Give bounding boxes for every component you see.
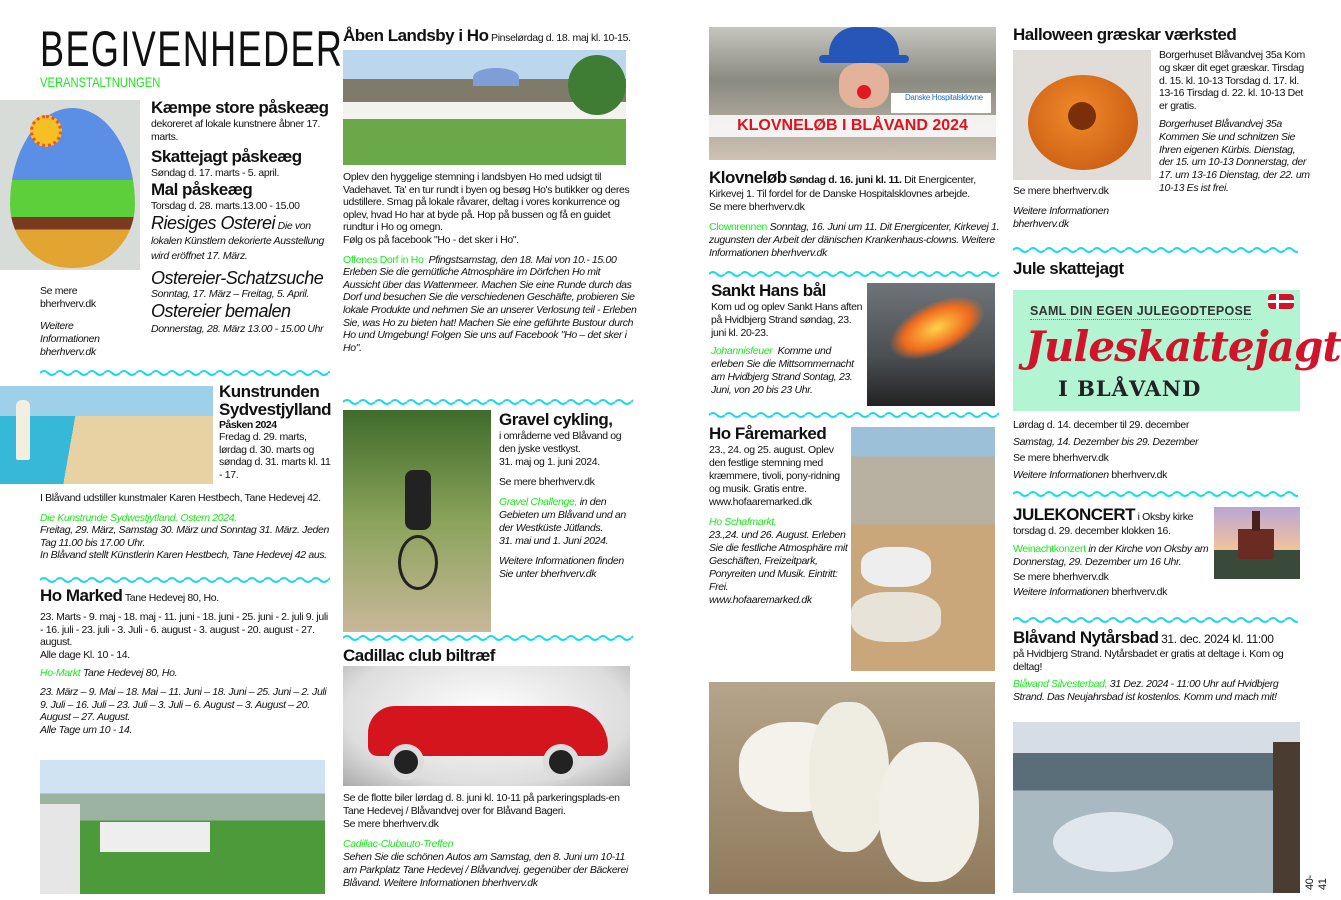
nytaar-date: 31. dec. 2024 kl. 11:00 bbox=[1161, 632, 1274, 646]
klovn-de-text: Sonntag, 16. Juni um 11. Dit Energicenter, Kirkevej 1. zugunsten der Arbeit der dänischen Krankenhaus-clowns. Weitere Informationen bherhverv.dk bbox=[709, 221, 1000, 259]
nytaar-de-heading: Blåvand Silvesterbad, bbox=[1013, 678, 1108, 690]
klovn-heading: Klovneløb bbox=[709, 168, 787, 187]
landsby-date: Pinselørdag d. 18. maj kl. 10-15. bbox=[491, 32, 631, 44]
easter-heading-2: Skattejagt påskeæg bbox=[151, 147, 302, 166]
cadillac-de-heading: Cadillac-Clubauto-Treffen bbox=[343, 838, 454, 850]
wave-divider bbox=[40, 576, 330, 584]
faare-heading: Ho Fåremarked bbox=[709, 424, 827, 443]
jule-more-info: Weitere Informationen bbox=[1013, 468, 1109, 481]
sheep-market-photo bbox=[851, 427, 995, 671]
halloween-more-info: Weitere Informationen bherhverv.dk bbox=[1013, 205, 1109, 230]
juleskattejagt-banner bbox=[1013, 290, 1341, 411]
homarked-hours: Alle dage Kl. 10 - 14. bbox=[40, 648, 130, 661]
julekoncert-text: torsdag d. 29. december klokken 16. bbox=[1013, 525, 1171, 537]
wave-divider bbox=[343, 634, 633, 642]
kunst-dates: Fredag d. 29. marts, lørdag d. 30. marts og søndag d. 31. marts kl. 11 - 17. bbox=[219, 431, 331, 481]
easter-heading-3: Mal påskeæg bbox=[151, 180, 253, 199]
jule-heading: Jule skattejagt bbox=[1013, 259, 1124, 278]
homarked-de-hours: Alle Tage um 10 - 14. bbox=[40, 723, 133, 736]
landsby-heading: Åben Landsby i Ho bbox=[343, 26, 489, 45]
landsby-text: Oplev den hyggelige stemning i landsbyen Ho med udsigt til Vadehavet. Ta' en tur rundt i byen og besøg Ho's butikker og deres udstillere. Smag på lokale råvarer, deltag i vores konkurrence og oplev, hvad Ho har at byde på. Hop på bussen og få en guidet rundtur i Ho og omegn. bbox=[343, 171, 630, 234]
jule-banner-bottom: I BLÅVAND bbox=[1058, 376, 1202, 401]
oksby-church-photo bbox=[1214, 507, 1300, 579]
lambs-photo bbox=[709, 682, 995, 894]
landsby-de-text: Erleben Sie die gemütliche Atmosphäre im Dörfchen Ho mit Aussicht über das Wattenmeer. Machen Sie eine Runde durch das Dorf und besuchen Sie die verschiedenen Geschäfte, probieren Sie lokale Produkte und nehmen Sie an unserer Verlosung teil - Erleben Sie, was Ho zu bieten hat! Machen Sie eine geführte Bustour durch Ho und Umgebung! Folgen Sie uns auf Facebook "Ho – det sker i Ho". bbox=[343, 266, 637, 354]
market-photo bbox=[40, 760, 325, 894]
wave-divider bbox=[709, 411, 999, 419]
gravel-de-heading: Gravel Challenge, bbox=[499, 496, 578, 508]
beach-painting bbox=[0, 386, 213, 484]
landsby-de-date: Pfingstsamstag, den 18. Mai von 10.- 15.00 bbox=[428, 253, 617, 266]
halloween-see-more: Se mere bherhverv.dk bbox=[1013, 185, 1109, 197]
pumpkin-photo bbox=[1013, 50, 1151, 180]
wave-divider bbox=[1013, 616, 1298, 624]
nytaar-text: på Hvidbjerg Strand. Nytårsbadet er gratis at deltage i. Kom og deltag! bbox=[1013, 648, 1284, 673]
kunst-de-text-2: In Blåvand stellt Künstlerin Karen Hestbech, Tane Hedevej 42 aus. bbox=[40, 549, 327, 561]
page-number: 40-41 bbox=[1304, 875, 1329, 890]
jule-more-url: bherhverv.dk bbox=[1111, 468, 1168, 481]
nytaar-de-text: 31 Dez. 2024 - 11:00 Uhr auf Hvidbjerg Strand. Das Neujahrsbad ist kostenlos. Komm und mach mit! bbox=[1013, 678, 1279, 703]
cadillac-see-more: Se mere bherhverv.dk bbox=[343, 818, 439, 830]
klovn-text: Dit Energicenter, Kirkevej 1. Til fordel for de Danske Hospitalsklovnes arbejde. bbox=[709, 174, 976, 200]
klovn-banner: KLOVNELØB I BLÅVAND 2024 bbox=[709, 115, 996, 137]
jule-see-more: Se mere bherhverv.dk bbox=[1013, 452, 1109, 464]
homarked-heading: Ho Marked bbox=[40, 586, 123, 605]
jule-de-text: Samstag, 14. Dezember bis 29. Dezember bbox=[1013, 435, 1199, 448]
easter-de-text-2: Sonntag, 17. März – Freitag, 5. April. bbox=[151, 288, 309, 300]
julekoncert-de-text: in der Kirche von Oksby am Donnerstag, 29. Dezember um 16 Uhr. bbox=[1013, 543, 1209, 568]
new-year-swim-photo bbox=[1013, 722, 1300, 893]
julekoncert-heading: JULEKONCERT bbox=[1013, 505, 1136, 524]
homarked-de-address: Tane Hedevej 80, Ho. bbox=[82, 667, 178, 680]
halloween-text: Borgerhuset Blåvandvej 35a Kom og skær dit eget græskar. Tirsdag d. 15. kl. 10-13 Torsdag d. 17. kl. 13-16 Tirsdag d. 22. kl. 10-13 Det er gratis. bbox=[1159, 49, 1305, 113]
page-subtitle: VERANSTALTNUNGEN bbox=[40, 74, 161, 90]
julekoncert-de-heading: Weinachtkonzert bbox=[1013, 543, 1086, 555]
easter-de-heading-1: Riesiges Osterei bbox=[151, 213, 276, 233]
julekoncert-more-info: Weitere Informationen bbox=[1013, 586, 1109, 598]
cadillac-text: Se de flotte biler lørdag d. 8. juni kl. 10-11 på parkeringsplads-en Tane Hedevej / Blåvandvej over for Blåvand Bageri. bbox=[343, 792, 620, 817]
village-photo bbox=[343, 50, 626, 165]
jule-banner-script: Juleskattejagt bbox=[1025, 322, 1341, 371]
page-title: BEGIVENHEDER bbox=[40, 21, 344, 77]
easter-more-info: Weitere Informationen bherhverv.dk bbox=[40, 320, 100, 358]
faare-de-url[interactable]: www.hofaaremarked.dk bbox=[709, 594, 812, 606]
easter-de-heading-2: Ostereier-Schatzsuche bbox=[151, 268, 324, 288]
sankthans-de-text: Komme und erleben Sie die Mittsommernacht am Hvidbjerg Strand Sontag, 23. Juni, von 20 bis 23 Uhr. bbox=[711, 345, 854, 396]
jule-banner-top: SAML DIN EGEN JULEGODTEPOSE bbox=[1030, 304, 1252, 318]
gravel-de-text: in den Gebieten um Blåvand und an der Westküste Jütlands. bbox=[499, 496, 626, 534]
homarked-de-heading: Ho-Markt bbox=[40, 667, 81, 680]
gravel-heading: Gravel cykling, bbox=[499, 410, 613, 429]
kunst-heading: Kunstrunden Sydvestjylland bbox=[219, 382, 332, 419]
klovn-see-more: Se mere bherhverv.dk bbox=[709, 201, 805, 213]
gravel-cyclist-photo bbox=[343, 410, 491, 632]
kunst-text: I Blåvand udstiller kunstmaler Karen Hestbech, Tane Hedevej 42. bbox=[40, 492, 321, 504]
julekoncert-location: i Oksby kirke bbox=[1137, 511, 1194, 523]
easter-see-more: Se mere bherhverv.dk bbox=[40, 285, 96, 310]
easter-text-1: dekoreret af lokale kunstnere åbner 17. marts. bbox=[151, 118, 321, 143]
kunst-de-heading: Die Kunstrunde Sydwestjytland. Ostern 2024. bbox=[40, 511, 237, 524]
gravel-date: 31. maj og 1. juni 2024. bbox=[499, 456, 600, 468]
homarked-dates: 23. Marts - 9. maj - 18. maj - 11. juni - 18. juni - 25. juni - 2. juli 9. juli - 16. juli - 23. juli - 3. Juli - 6. august - 3. august - 20. august - 27. august. bbox=[40, 611, 328, 649]
wave-divider bbox=[40, 369, 330, 377]
easter-heading-1: Kæmpe store påskeæg bbox=[151, 98, 329, 117]
cadillac-heading: Cadillac club biltræf bbox=[343, 646, 495, 665]
jule-text: Lørdag d. 14. december til 29. december bbox=[1013, 419, 1190, 431]
red-cadillac-photo bbox=[343, 666, 630, 786]
sankthans-text: Kom ud og oplev Sankt Hans aften på Hvidbjerg Strand søndag, 23. juni kl. 20-23. bbox=[711, 301, 863, 339]
danish-flag-icon bbox=[1268, 294, 1294, 309]
faare-de-text: 23.,24. und 26. August. Erleben Sie die festliche Atmosphäre mit Geschäften, Freizeitpark, Ponyreiten und Musik. Eintritt: Frei. bbox=[709, 529, 848, 593]
gravel-de-date: 31. mai und 1. Juni 2024. bbox=[499, 535, 609, 547]
sankthans-de-heading: Johannisfeuer bbox=[711, 345, 773, 357]
halloween-heading: Halloween græskar værksted bbox=[1013, 25, 1237, 44]
sankthans-heading: Sankt Hans bål bbox=[711, 281, 826, 300]
klovn-de-heading: Clownrennen bbox=[709, 221, 768, 233]
gravel-de-more: Weitere Informationen finden Sie unter bherhverv.dk bbox=[499, 555, 624, 580]
nytaar-heading: Blåvand Nytårsbad bbox=[1013, 628, 1159, 647]
easter-de-text-3: Donnerstag, 28. März 13.00 - 15.00 Uhr bbox=[151, 323, 324, 335]
julekoncert-see-more: Se mere bherhverv.dk bbox=[1013, 571, 1109, 583]
easter-text-3: Torsdag d. 28. marts.13.00 - 15.00 bbox=[151, 200, 300, 212]
faare-url[interactable]: www.hofaaremarked.dk bbox=[709, 496, 812, 508]
kunst-subheading: Påsken 2024 bbox=[219, 419, 277, 431]
kunst-de-text-1: Freitag, 29. März, Samstag 30. März und Sonntag 31. März. Jeden Tag 11.00 bis 17.00 Uhr. bbox=[40, 524, 330, 549]
faare-text: 23., 24. og 25. august. Oplev den festlige stemning med kræmmere, tivoli, pony-ridning og musik. Gratis entre. bbox=[709, 444, 840, 495]
easter-de-text-1: Die von lokalen Künstlern dekorierte Ausstellung wird eröffnet 17. März. bbox=[151, 220, 324, 262]
bonfire-photo bbox=[867, 283, 995, 406]
easter-egg-photo bbox=[0, 100, 140, 270]
clown-run-photo bbox=[709, 27, 996, 160]
easter-text-2: Søndag d. 17. marts - 5. april. bbox=[151, 167, 280, 179]
easter-de-heading-3: Ostereier bemalen bbox=[151, 301, 291, 321]
wave-divider bbox=[343, 398, 633, 406]
gravel-see-more: Se mere bherhverv.dk bbox=[499, 476, 595, 488]
julekoncert-more-url: bherhverv.dk bbox=[1111, 586, 1168, 598]
hospitalsklovne-logo: Danske Hospitalsklovne bbox=[891, 93, 991, 113]
gravel-text: i områderne ved Blåvand og den jyske vestkyst. bbox=[499, 430, 622, 455]
homarked-address: Tane Hedevej 80, Ho. bbox=[124, 592, 219, 604]
homarked-de-dates: 23. März – 9. Mai – 18. Mai – 11. Juni – 18. Juni – 25. Juni – 2. Juli 9. Juli – 16. Juli – 23. Juli – 3. Juli – 6. August – 3. August – 20. August – 27. August. bbox=[40, 685, 327, 724]
halloween-de-text: Borgerhuset Blåvandvej 35a Kommen Sie und schnitzen Sie Ihren eigenen Kürbis. Dienstag, der 15. um 10-13 Donnerstag, der 17. um 13-16 Dienstag, der 22. um 10-13 Es ist frei. bbox=[1159, 117, 1310, 194]
landsby-de-heading: Offenes Dorf in Ho bbox=[343, 253, 424, 266]
wave-divider bbox=[709, 270, 999, 278]
faare-de-heading: Ho Schafmarkt, bbox=[709, 516, 777, 528]
landsby-facebook: Følg os på facebook "Ho - det sker i Ho". bbox=[343, 233, 519, 246]
klovn-date: Søndag d. 16. juni kl. 11. bbox=[789, 174, 902, 186]
wave-divider bbox=[1013, 490, 1298, 498]
wave-divider bbox=[1013, 246, 1298, 254]
cadillac-de-text: Sehen Sie die schönen Autos am Samstag, den 8. Juni um 10-11 am Parkplatz Tane Hedevej / Blåvandvej. gegenüber der Bäckerei Blåvand. Weitere Informationen bherhverv.dk bbox=[343, 851, 628, 889]
